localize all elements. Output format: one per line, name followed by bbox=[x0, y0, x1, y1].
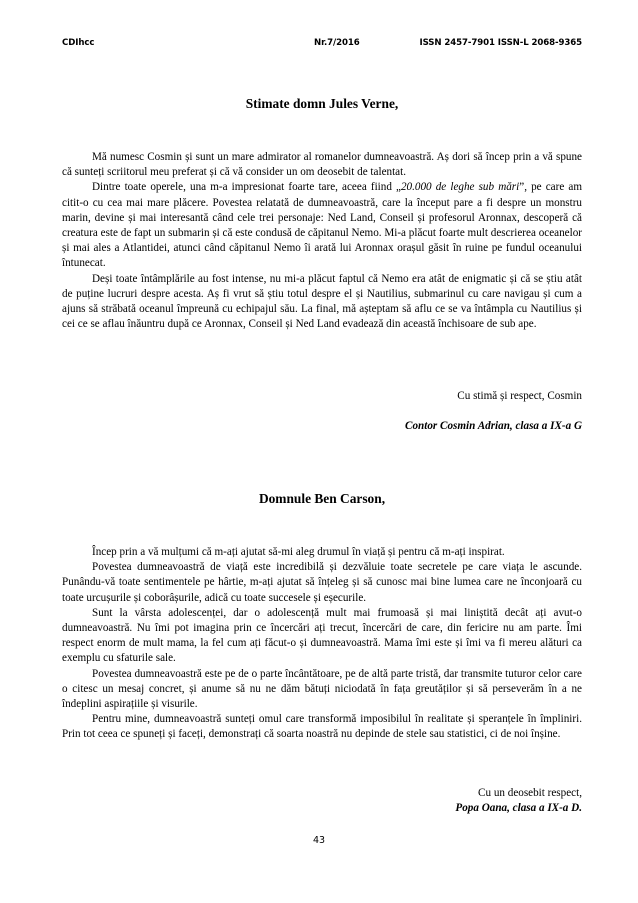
paragraph-text: Dintre toate operele, una m-a impresionat foarte tare, aceea fiind „ bbox=[92, 181, 401, 194]
letter-body-ben-carson bbox=[62, 545, 582, 743]
paragraph-text: ”, pe care am citit-o cu cea mai mare plăcere. Povestea relatată de dumneavoastră, care la început pare a fi despre un monstru marin, devine și mai interesantă când cele trei personaje: Ned Land, Conseil și profesorul Aronnax, descoperă că creatura este de fapt un submarin și că este condusă de căpitanul Nemo. Mi-a plăcut foarte mult descrierea oceanelor și mai ales a Atlantidei, atunci când căpitanul Nemo îi arată lui Aronnax orașul găsit în ruine pe fundul oceanului întunecat. bbox=[62, 181, 582, 270]
page-header bbox=[62, 38, 582, 52]
paragraph: Povestea dumneavoastră este pe de o parte încântătoare, pe de altă parte tristă, dar transmite tuturor celor care o citesc un mesaj concret, și anume să nu ne dăm bătuți niciodată în fața greutăților și să perseverăm în a ne îndeplini aspirațiile și visurile. bbox=[62, 667, 582, 711]
page-number: 43 bbox=[312, 835, 326, 846]
paragraph: Deși toate întâmplările au fost intense, nu mi-a plăcut faptul că Nemo era atât de enigmatic și că se știu atât de puține lucruri despre acesta. Aș fi vrut să știu totul despre el și Nautilius, submarinul cu care navigau și cum a ajuns să străbată oceanul împreună cu echipajul său. La final, mă așteptam să aflu ce se va întâmpla cu Nautilius și cei ce se aflau înăuntru după ce Aronnax, Conseil și Ned Land evadează din această închisoare de sub ape. bbox=[62, 272, 582, 331]
header-issue-number: Nr.7/2016 bbox=[314, 38, 360, 48]
paragraph bbox=[62, 180, 582, 271]
signature-jules-verne: Contor Cosmin Adrian, clasa a IX-a G bbox=[405, 420, 582, 432]
paragraph: Povestea dumneavoastră de viață este incredibilă și dezvăluie toate secretele pe care viața le ascunde. Punându-vă toate sentimentele pe hârtie, m-ați ajutat să înțeleg și să cunosc mai bine lumea care ne înconjoară cu toate urcușurile și coborâșurile, adică cu toate succesele și eșecurile. bbox=[62, 561, 582, 604]
header-journal-name: CDIhcc bbox=[62, 38, 95, 48]
closing-jules-verne: Cu stimă și respect, Cosmin bbox=[457, 390, 582, 402]
paragraph: Încep prin a vă mulțumi că m-ați ajutat să-mi aleg drumul în viață și pentru că m-ați inspirat. bbox=[92, 546, 505, 558]
letter-title: Domnule Ben Carson, bbox=[258, 491, 386, 506]
book-title: 20.000 de leghe sub mări bbox=[400, 181, 520, 194]
paragraph: Mă numesc Cosmin și sunt un mare admirator al romanelor dumneavoastră. Aș dori să încep prin a vă spune că sunteți scriitorul meu preferat și că vă consider un om deosebit de talentat. bbox=[62, 151, 582, 179]
letter-title: Stimate domn Jules Verne, bbox=[245, 96, 399, 111]
paragraph: Sunt la vârsta adolescenței, dar o adolescență mult mai frumoasă și mai liniștită decât ați avut-o dumneavoastră. Nu îmi pot imagina prin ce încercări ați trecut, încercări de care, din fericire nu am parte. Îmi respect enorm de mult mama, la fel cum ați făcut-o și dumneavoastră. Mama îmi este și îmi va fi mereu alături ca exemplu cu sfaturile sale. bbox=[62, 606, 582, 665]
letter-body-jules-verne bbox=[62, 150, 582, 332]
paragraph: Pentru mine, dumneavoastră sunteți omul care transformă imposibilul în realitate și speranțele în împliniri. Prin tot ceea ce spuneți și faceți, demonstrați că soarta noastră nu depinde de stele sau statistici, ci de noi înșine. bbox=[62, 713, 582, 741]
header-issn: ISSN 2457-7901 ISSN-L 2068-9365 bbox=[419, 38, 582, 48]
closing-ben-carson: Cu un deosebit respect, bbox=[478, 787, 582, 799]
letter-title-ben-carson bbox=[62, 491, 582, 507]
letter-title-jules-verne bbox=[62, 96, 582, 112]
signature-ben-carson: Popa Oana, clasa a IX-a D. bbox=[455, 802, 582, 814]
